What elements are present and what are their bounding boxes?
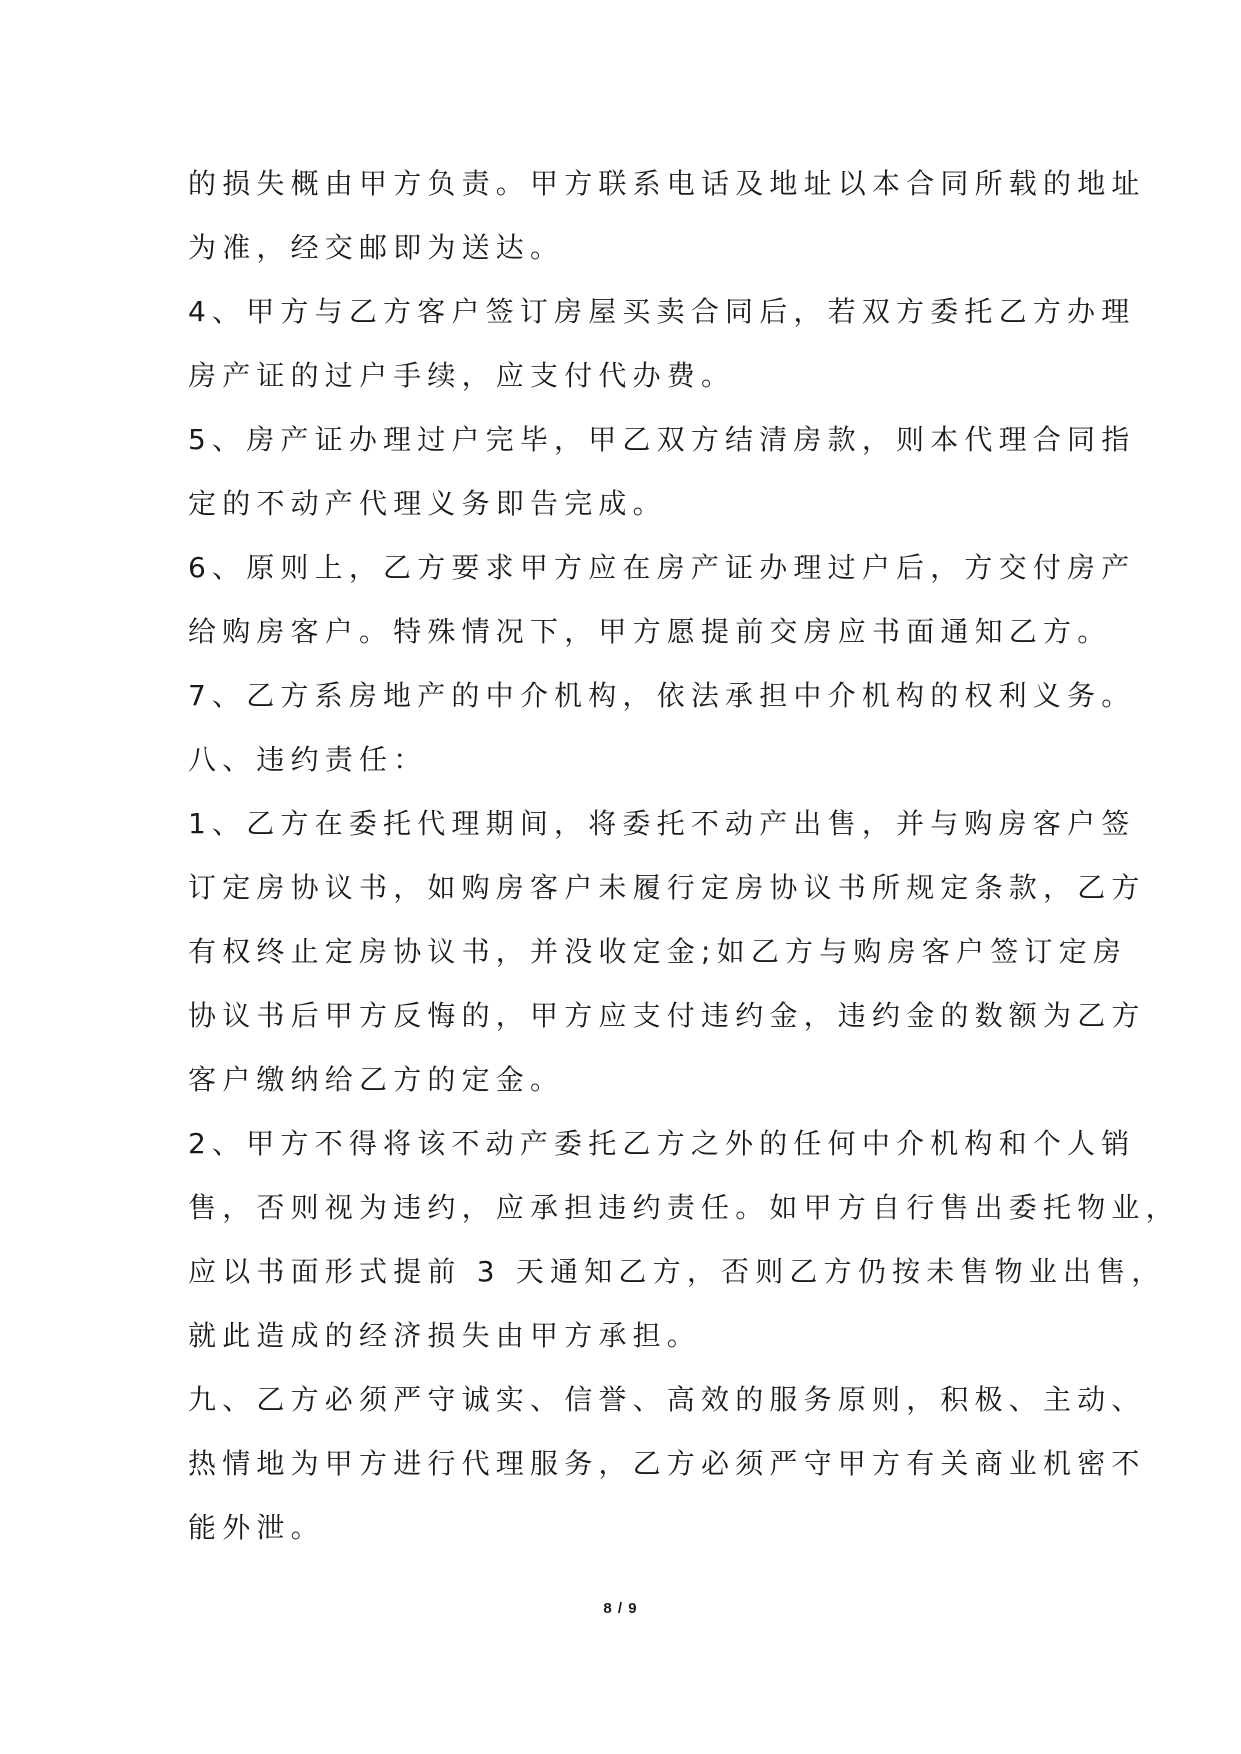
- text-line: 能外泄。: [188, 1511, 325, 1544]
- text-line: 5、房产证办理过户完毕，甲乙双方结清房款，则本代理合同指: [188, 423, 1136, 456]
- text-line: 售，否则视为违约，应承担违约责任。如甲方自行售出委托物业，: [188, 1191, 1180, 1224]
- text-line: 为准，经交邮即为送达。: [188, 231, 565, 264]
- text-line: 客户缴纳给乙方的定金。: [188, 1063, 565, 1096]
- contract-body-text: [188, 152, 1180, 1560]
- text-line: 2、甲方不得将该不动产委托乙方之外的任何中介机构和个人销: [188, 1127, 1136, 1160]
- text-line: 就此造成的经济损失由甲方承担。: [188, 1319, 702, 1352]
- text-line: 给购房客户。特殊情况下，甲方愿提前交房应书面通知乙方。: [188, 615, 1112, 648]
- text-line: 6、原则上，乙方要求甲方应在房产证办理过户后，方交付房产: [188, 551, 1136, 584]
- text-line: 应以书面形式提前 3 天通知乙方，否则乙方仍按未售物业出售，: [188, 1255, 1166, 1288]
- text-line: 房产证的过户手续，应支付代办费。: [188, 359, 736, 392]
- text-line: 4、甲方与乙方客户签订房屋买卖合同后，若双方委托乙方办理: [188, 295, 1136, 328]
- text-line: 热情地为甲方进行代理服务，乙方必须严守甲方有关商业机密不: [188, 1447, 1146, 1480]
- text-line: 订定房协议书，如购房客户未履行定房协议书所规定条款，乙方: [188, 871, 1146, 904]
- text-line: 有权终止定房协议书，并没收定金;如乙方与购房客户签订定房: [188, 935, 1128, 968]
- section-heading: 八、违约责任：: [188, 743, 428, 776]
- text-line: 7、乙方系房地产的中介机构，依法承担中介机构的权利义务。: [188, 679, 1136, 712]
- section-heading: 九、乙方必须严守诚实、信誉、高效的服务原则，积极、主动、: [188, 1383, 1146, 1416]
- text-line: 定的不动产代理义务即告完成。: [188, 487, 667, 520]
- text-line: 1、乙方在委托代理期间，将委托不动产出售，并与购房客户签: [188, 807, 1136, 840]
- page-number: 8 / 9: [603, 1600, 638, 1617]
- text-line: 协议书后甲方反悔的，甲方应支付违约金，违约金的数额为乙方: [188, 999, 1146, 1032]
- text-line: 的损失概由甲方负责。甲方联系电话及地址以本合同所载的地址: [188, 167, 1146, 200]
